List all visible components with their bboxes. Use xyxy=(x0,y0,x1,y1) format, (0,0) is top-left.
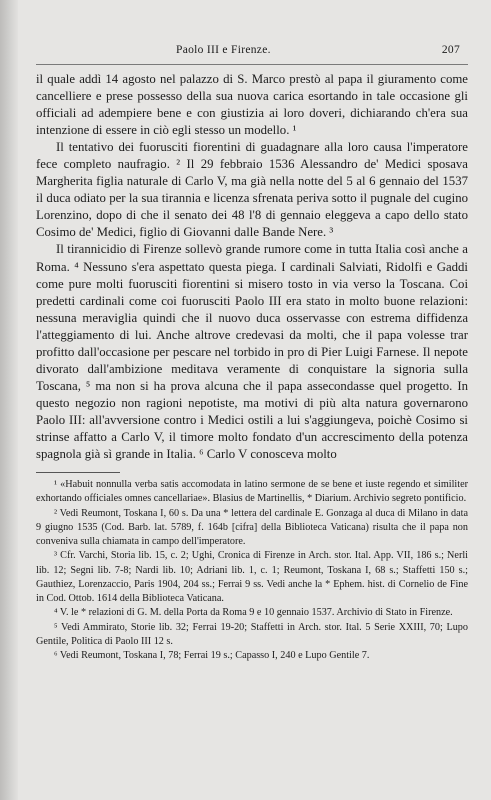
paragraph: Il tentativo dei fuorusciti fiorentini di guadagnare alla loro causa l'imperatore fece completo naufragio. ² Il 29 febbraio 1536 Alessandro de' Medici sposava Margherita figlia naturale di Carlo V, ma già nella notte del 5 al 6 gennaio del 1537 il duca odiato per la sua tirannia e licenza sfrenata periva sotto il pugnale del cugino Lorenzino, dopo di che il senato dei 48 l'8 di gennaio eleggeva a capo dello stato Cosimo de' Medici, figlio di Giovanni dalle Bande Nere. ³ xyxy=(36,140,468,240)
header-rule xyxy=(36,64,468,65)
page-number: 207 xyxy=(441,44,460,56)
footnotes xyxy=(36,478,468,663)
page-gutter-shadow xyxy=(0,0,18,800)
footnote: ¹ «Habuit nonnulla verba satis accomodata in latino sermone de se bene et iuste regendo et similiter exhortando officiales omnes cancellariae». Blasius de Martinellis, * Diarium. Archivio segreto pontificio. xyxy=(36,479,468,505)
paragraph: Il tirannicidio di Firenze sollevò grande rumore come in tutta Italia così anche a Roma. ⁴ Nessuno s'era aspettato questa piega. I cardinali Salviati, Ridolfi e Gaddi come pure molti fuorusciti fiorentini si misero tosto in via verso la Toscana. Coi predetti cardinali come coi fuorusciti Paolo III era stato in molto buone relazioni: nessuna meraviglia quindi che il nuovo duca osservasse con estrema diffidenza l'atteggiamento di lui. Anche altrove credevasi da molti, che il papa volesse trar profitto dall'occasione per pescare nel torbido in pro di Pier Luigi Farnese. Il nepote divorato dall'ambizione meditava veramente di conquistare la signoria sulla Toscana, ⁵ ma non si ha prova alcuna che il papa assecondasse quel progetto. In questo negozio non ragioni nepotiste, ma motivi di più alta natura governarono Paolo III: all'avversione contro i Medici ostili a lui s'aggiungeva, poichè Cosimo si strinse affatto a Carlo V, il timore molto fondato d'un accrescimento della potenza spagnola già sì grande in Italia. ⁶ Carlo V conosceva molto xyxy=(36,242,468,462)
running-head-title: Paolo III e Firenze. xyxy=(176,44,271,56)
footnote: ⁵ Vedi Ammirato, Storie lib. 32; Ferrai 19-20; Staffetti in Arch. stor. Ital. 5 Serie XXIII, 70; Lupo Gentile, Politica di Paolo III 12 s. xyxy=(36,621,468,647)
main-text xyxy=(36,71,468,463)
footnote: ³ Cfr. Varchi, Storia lib. 15, c. 2; Ughi, Cronica di Firenze in Arch. stor. Ital. App. VII, 186 s.; Nerli lib. 12; Segni lib. 7-8; Nardi lib. 10; Adriani lib. 1, c. 1; Reumont, Toskana I, 68 s.; Staffetti 150 s.; Gauthiez, Lorenzaccio, Paris 1904, 204 ss.; Ferrai 9 ss. Vedi anche la * Ephem. hist. di Cornelio de Fine in Cod. Ottob. 1614 della Biblioteca Vaticana. xyxy=(36,550,468,604)
footnote: ⁴ V. le * relazioni di G. M. della Porta da Roma 9 e 10 gennaio 1537. Archivio di Stato in Firenze. xyxy=(54,607,453,619)
paragraph: il quale addì 14 agosto nel palazzo di S. Marco prestò al papa il giuramento come cancelliere e prese possesso della sua nuova carica esortando in tale occasione gli officiali ad adempiere bene e con giustizia ai loro doveri, dichiarando ch'era sua intenzione di essere in ciò egli stesso un modello. ¹ xyxy=(36,72,468,138)
footnote-separator xyxy=(36,472,120,473)
footnote: ² Vedi Reumont, Toskana I, 60 s. Da una * lettera del cardinale E. Gonzaga al duca di Milano in data 9 giugno 1535 (Cod. Barb. lat. 5789, f. 164b [cifra] della Biblioteca Vaticana) risulta che il papa non conveniva sulla chiamata in campo dell'imperatore. xyxy=(36,507,468,547)
footnote: ⁶ Vedi Reumont, Toskana I, 78; Ferrai 19 s.; Capasso I, 240 e Lupo Gentile 7. xyxy=(54,650,370,661)
